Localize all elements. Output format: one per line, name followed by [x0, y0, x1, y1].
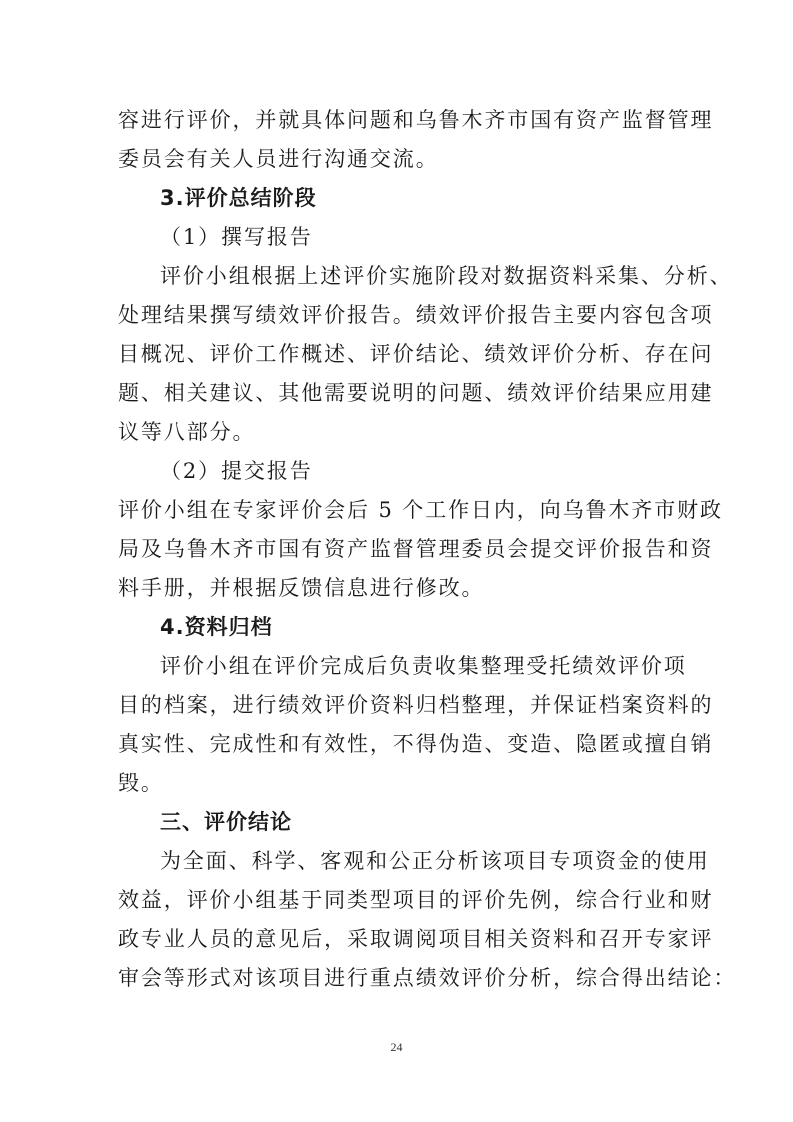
- body-text-line: 议等八部分。: [118, 420, 256, 444]
- body-text-line: 评价小组在专家评价会后 5 个工作日内，向乌鲁木齐市财政: [118, 498, 723, 522]
- page-number: 24: [390, 1040, 403, 1054]
- body-text-line: 容进行评价，并就具体问题和乌鲁木齐市国有资产监督管理: [118, 108, 714, 132]
- body-text-line: 效益，评价小组基于同类型项目的评价先例，综合行业和财: [118, 888, 714, 912]
- body-text-line: 处理结果撰写绩效评价报告。绩效评价报告主要内容包含项: [118, 303, 714, 327]
- body-text-line: 为全面、科学、客观和公正分析该项目专项资金的使用: [160, 849, 710, 873]
- body-text-line: 料手册，并根据反馈信息进行修改。: [118, 576, 485, 600]
- body-text-line: 题、相关建议、其他需要说明的问题、绩效评价结果应用建: [118, 381, 714, 405]
- body-text-line: 局及乌鲁木齐市国有资产监督管理委员会提交评价报告和资: [118, 537, 714, 561]
- section-heading: 4.资料归档: [160, 615, 273, 639]
- body-text-line: 真实性、完成性和有效性，不得伪造、变造、隐匿或擅自销: [118, 732, 714, 756]
- body-text-line: 评价小组在评价完成后负责收集整理受托绩效评价项: [160, 654, 687, 678]
- chapter-heading: 三、评价结论: [160, 810, 292, 834]
- body-text-line: 目的档案，进行绩效评价资料归档整理，并保证档案资料的: [118, 693, 714, 717]
- section-heading: 3.评价总结阶段: [160, 186, 317, 210]
- subsection-heading: （1）撰写报告: [160, 225, 313, 249]
- body-text-line: 评价小组根据上述评价实施阶段对数据资料采集、分析、: [160, 264, 733, 288]
- body-text-line: 审会等形式对该项目进行重点绩效评价分析，综合得出结论：: [118, 966, 737, 990]
- body-text-line: 毁。: [118, 771, 164, 795]
- body-text-line: 目概况、评价工作概述、评价结论、绩效评价分析、存在问: [118, 342, 714, 366]
- body-text-line: 政专业人员的意见后，采取调阅项目相关资料和召开专家评: [118, 927, 714, 951]
- subsection-heading: （2）提交报告: [160, 459, 313, 483]
- body-text-line: 委员会有关人员进行沟通交流。: [118, 147, 439, 171]
